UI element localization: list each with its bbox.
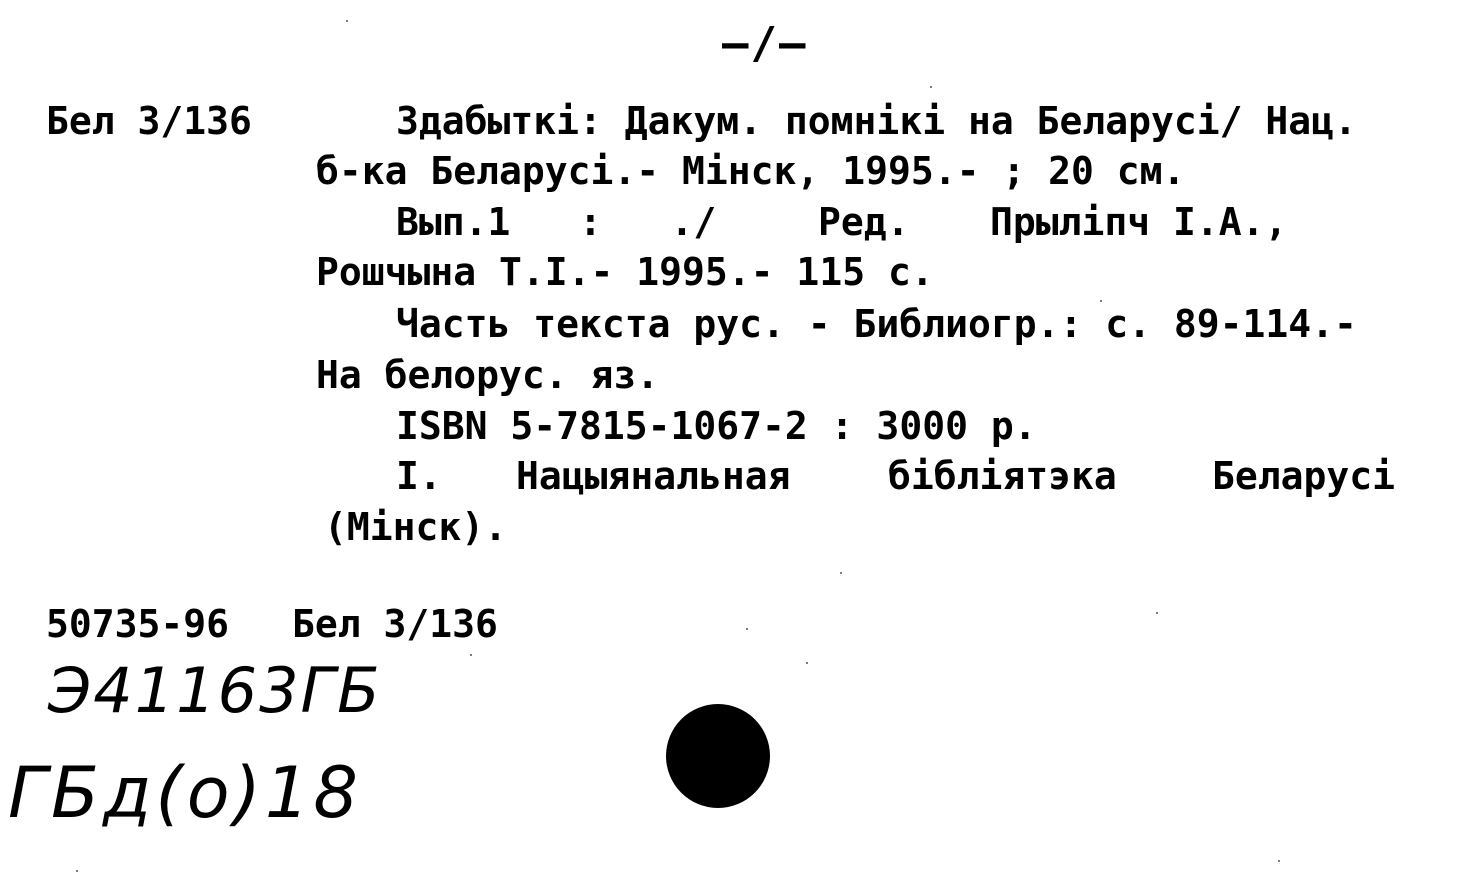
title-line-2: б-ка Беларусі.- Мінск, 1995.- ; 20 см. — [316, 149, 1186, 193]
shelf-mark: Бел 3/136 — [46, 99, 252, 143]
subject-word-3: Беларусі — [1212, 454, 1396, 498]
title-line-1: Здабыткі: Дакум. помнікі на Беларусі/ Нац. — [396, 99, 1357, 143]
note-line-2: На белорус. яз. — [316, 353, 660, 397]
dust-speck — [930, 86, 932, 88]
issue-line-1-part-2: Ред. — [818, 200, 910, 244]
dust-speck — [1100, 300, 1102, 302]
subject-word-2: бібліятэка — [888, 454, 1117, 498]
handwritten-code-2: ГБд(о)18 — [8, 752, 362, 834]
dust-speck — [1156, 612, 1158, 614]
subject-line-2: (Мінск). — [324, 505, 508, 549]
dust-speck — [470, 654, 472, 656]
dust-speck — [840, 572, 842, 574]
accession-shelf-mark: Бел 3/136 — [292, 602, 498, 646]
isbn-line: ISBN 5-7815-1067-2 : 3000 р. — [396, 404, 1037, 448]
dust-speck — [346, 20, 348, 22]
subject-word-1: Нацыянальная — [516, 454, 791, 498]
note-line-1: Часть текста рус. - Библиогр.: с. 89-114.- — [396, 302, 1357, 346]
handwritten-code-1: Э41163ГБ — [48, 654, 382, 727]
punch-hole — [666, 704, 770, 808]
issue-line-1-part-3: Прыліпч I.A., — [990, 200, 1288, 244]
dust-speck — [76, 870, 78, 872]
subject-numeral: I. — [396, 454, 442, 498]
issue-line-1-part-1: Вып.1 : ./ — [396, 200, 717, 244]
dust-speck — [1278, 860, 1280, 862]
dust-speck — [746, 628, 748, 630]
accession-number: 50735-96 — [46, 602, 230, 646]
dust-speck — [806, 662, 808, 664]
issue-line-2: Рошчына Т.І.- 1995.- 115 с. — [316, 250, 934, 294]
page-number: —/— — [722, 18, 808, 69]
